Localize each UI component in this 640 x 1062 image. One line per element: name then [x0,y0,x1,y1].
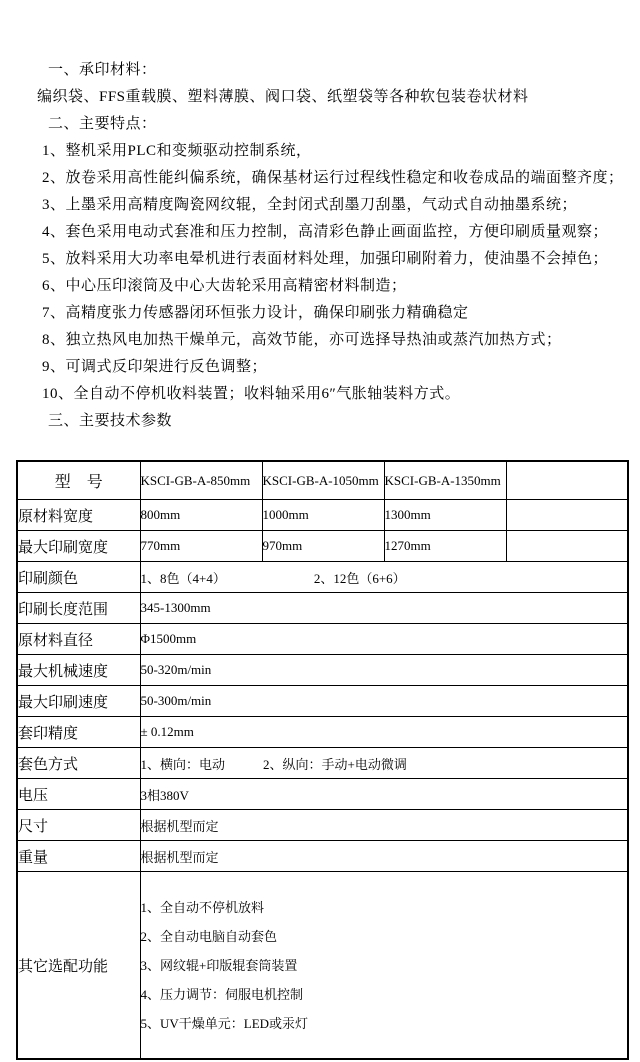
table-row [17,531,628,562]
model-value-cell: 1270mm [384,531,506,562]
table-row [17,841,628,872]
table-row [17,562,628,593]
row-value: 50-320m/min [140,655,628,686]
intro-line: 三、主要技术参数 [48,413,173,429]
empty-cell [506,500,628,531]
intro-line: 10、全自动不停机收料装置；收料轴采用6″气胀轴装料方式。 [42,386,461,402]
options-list [141,893,628,1038]
row-label: 最大印刷速度 [17,686,140,717]
row-value: 根据机型而定 [140,810,628,841]
row-label: 最大机械速度 [17,655,140,686]
value-part: 2、12色（6+6） [313,570,406,586]
row-label: 其它选配功能 [17,872,140,1060]
options-list-item: 3、网纹辊+印版辊套筒装置 [140,957,298,973]
options-list-item: 5、UV干燥单元：LED或汞灯 [140,1015,309,1031]
row-label: 印刷长度范围 [17,593,140,624]
row-label: 原材料直径 [17,624,140,655]
options-list-item: 2、全自动电脑自动套色 [140,928,278,944]
intro-line: 一、承印材料： [48,62,157,78]
value-part: 1、8色（4+4） [140,570,226,586]
table-row [17,810,628,841]
value-part: 1、横向：电动 [140,756,226,772]
options-list-item: 1、全自动不停机放料 [140,899,265,915]
row-label: 原材料宽度 [17,500,140,531]
row-value [140,748,628,779]
options-list-item: 4、压力调节：伺服电机控制 [140,986,304,1002]
intro-line: 2、放卷采用高性能纠偏系统，确保基材运行过程线性稳定和收卷成品的端面整齐度； [42,170,624,186]
row-value: 50-300m/min [140,686,628,717]
table-row [17,624,628,655]
row-value: 根据机型而定 [140,841,628,872]
row-label: 套色方式 [17,748,140,779]
model-value-cell: 1300mm [384,500,506,531]
table-row [17,717,628,748]
table-row-model-header [17,461,628,500]
intro-line: 1、整机采用PLC和变频驱动控制系统， [42,143,312,159]
row-label: 电压 [17,779,140,810]
intro-line: 7、高精度张力传感器闭环恒张力设计，确保印刷张力精确稳定 [42,305,469,321]
table-row [17,748,628,779]
empty-cell [506,531,628,562]
table-row [17,593,628,624]
row-value: 345-1300mm [140,593,628,624]
row-label: 重量 [17,841,140,872]
table-row-options [17,872,628,1060]
intro-line: 编织袋、FFS重载膜、塑料薄膜、阀口袋、纸塑袋等各种软包装卷状材料 [37,89,529,105]
intro-line: 6、中心压印滚筒及中心大齿轮采用高精密材料制造； [42,278,407,294]
intro-line: 4、套色采用电动式套准和压力控制，高清彩色静止画面监控，方便印刷质量观察； [42,224,609,240]
intro-line: 5、放料采用大功率电晕机进行表面材料处理，加强印刷附着力，使油墨不会掉色； [42,251,609,267]
model-value-cell: 800mm [140,500,262,531]
spec-table-body [17,461,628,1059]
row-value: Φ1500mm [140,624,628,655]
row-label: 最大印刷宽度 [17,531,140,562]
model-value-cell: 1000mm [262,500,384,531]
intro-line: 8、独立热风电加热干燥单元，高效节能，亦可选择导热油或蒸汽加热方式； [42,332,562,348]
model-name-cell: KSCI-GB-A-1050mm [262,461,384,500]
intro-line: 二、主要特点： [48,116,157,132]
intro-line: 3、上墨采用高精度陶瓷网纹辊，全封闭式刮墨刀刮墨，气动式自动抽墨系统； [42,197,578,213]
row-label: 套印精度 [17,717,140,748]
model-name-cell: KSCI-GB-A-850mm [140,461,262,500]
table-row [17,779,628,810]
value-part: 2、纵向：手动+电动微调 [263,756,407,772]
model-value-cell: 970mm [262,531,384,562]
intro-section [0,0,640,435]
table-row [17,655,628,686]
spec-table [16,460,629,1060]
options-cell [140,872,628,1060]
table-row [17,686,628,717]
model-name-cell: KSCI-GB-A-1350mm [384,461,506,500]
model-value-cell: 770mm [140,531,262,562]
row-label: 印刷颜色 [17,562,140,593]
row-value [140,562,628,593]
row-value: 3相380V [140,779,628,810]
row-label: 型 号 [17,461,140,500]
empty-cell [506,461,628,500]
table-row [17,500,628,531]
row-label: 尺寸 [17,810,140,841]
intro-line: 9、可调式反印架进行反色调整； [42,359,268,375]
row-value: ± 0.12mm [140,717,628,748]
